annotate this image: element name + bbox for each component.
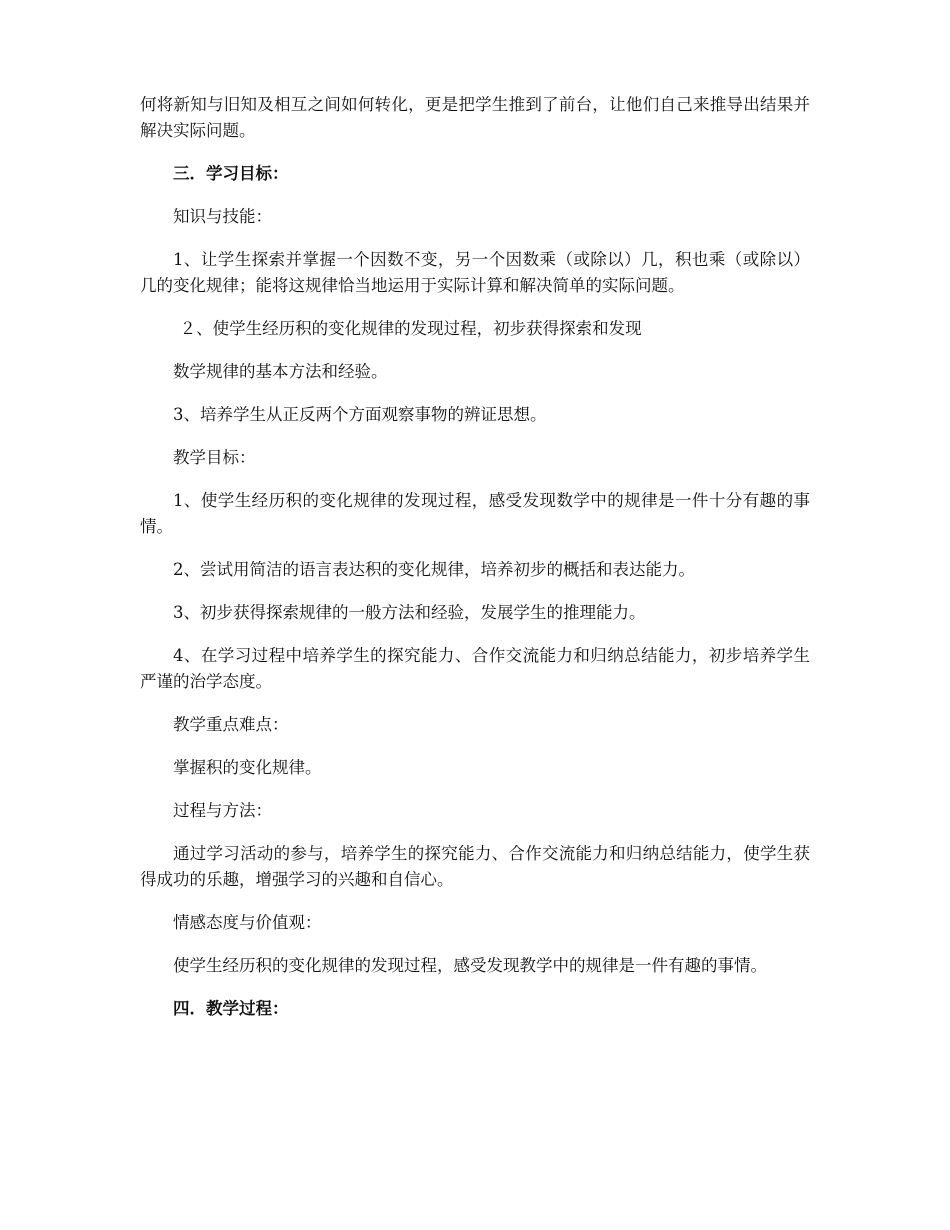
subheading-knowledge-skills: 知识与技能：	[173, 207, 272, 226]
subheading-process-methods: 过程与方法：	[173, 801, 272, 820]
paragraph-goal-2-continued: 数学规律的基本方法和经验。	[173, 362, 388, 381]
document-body	[140, 92, 810, 1039]
subheading-key-difficulties: 教学重点难点：	[173, 715, 289, 734]
paragraph-intro-continuation: 何将新知与旧知及相互之间如何转化，更是把学生推到了前台，让他们自己来推导出结果并解决实际问题。	[140, 95, 810, 140]
paragraph-attitude-values: 使学生经历积的变化规律的发现过程，感受发现教学中的规律是一件有趣的事情。	[173, 956, 767, 975]
section-heading-learning-goals: 三．学习目标：	[173, 164, 289, 183]
section-heading-teaching-process: 四．教学过程：	[173, 999, 289, 1018]
subheading-teaching-goals: 教学目标：	[173, 448, 256, 467]
paragraph-goal-2: ２、使学生经历积的变化规律的发现过程，初步获得探索和发现	[179, 319, 642, 338]
subheading-attitude-values: 情感态度与价值观：	[173, 913, 322, 932]
paragraph-process-methods: 通过学习活动的参与，培养学生的探究能力、合作交流能力和归纳总结能力，使学生获得成功的乐趣，增强学习的兴趣和自信心。	[140, 844, 810, 889]
paragraph-goal-1: 1、让学生探索并掌握一个因数不变，另一个因数乘（或除以）几，积也乘（或除以）几的变化规律；能将这规律恰当地运用于实际计算和解决简单的实际问题。	[140, 250, 810, 295]
paragraph-goal-3: 3、培养学生从正反两个方面观察事物的辨证思想。	[173, 405, 547, 424]
paragraph-teaching-goal-3: 3、初步获得探索规律的一般方法和经验，发展学生的推理能力。	[173, 603, 646, 622]
paragraph-teaching-goal-2: 2、尝试用简洁的语言表达积的变化规律，培养初步的概括和表达能力。	[173, 560, 695, 579]
paragraph-key-point: 掌握积的变化规律。	[173, 758, 322, 777]
paragraph-teaching-goal-4: 4、在学习过程中培养学生的探究能力、合作交流能力和归纳总结能力，初步培养学生严谨的治学态度。	[140, 646, 810, 691]
paragraph-teaching-goal-1: 1、使学生经历积的变化规律的发现过程，感受发现数学中的规律是一件十分有趣的事情。	[140, 491, 810, 536]
